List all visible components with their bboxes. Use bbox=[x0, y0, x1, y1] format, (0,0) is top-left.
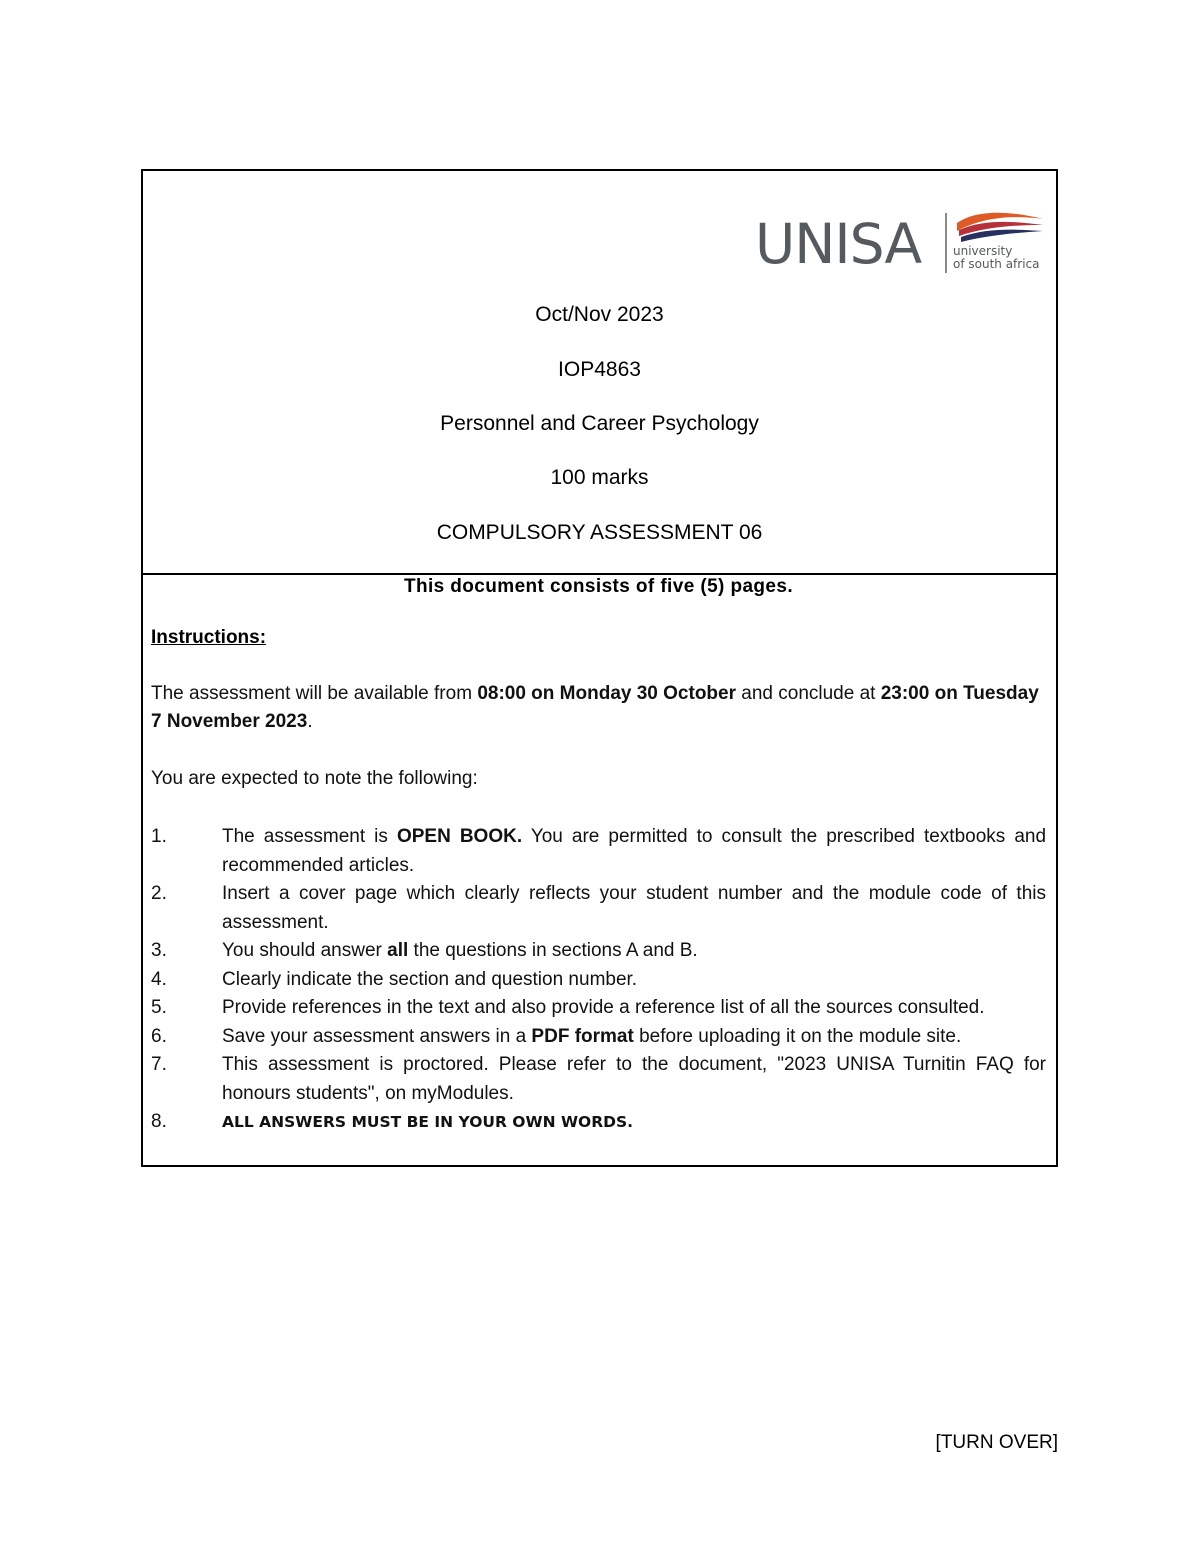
module-code: IOP4863 bbox=[558, 358, 641, 381]
availability-paragraph bbox=[151, 680, 1046, 736]
availability-end: 23:00 on Tuesday 7 November 2023 bbox=[151, 683, 1039, 732]
logo-wordmark: UNISA bbox=[755, 212, 922, 276]
module-name: Personnel and Career Psychology bbox=[440, 412, 759, 435]
expect-line: You are expected to note the following: bbox=[151, 768, 478, 789]
logo-divider bbox=[945, 213, 947, 273]
item-text: Clearly indicate the section and question number. bbox=[222, 968, 638, 990]
list-item bbox=[151, 1023, 1046, 1052]
item-number: 6. bbox=[151, 1025, 167, 1047]
item-text: You should answer all the questions in sections A and B. bbox=[222, 940, 698, 961]
item-number: 5. bbox=[151, 997, 167, 1018]
assessment-title: COMPULSORY ASSESSMENT 06 bbox=[436, 521, 763, 544]
unisa-logo bbox=[755, 209, 1045, 279]
list-item bbox=[151, 1108, 1046, 1137]
item-text: Save your assessment answers in a PDF format before uploading it on the module site. bbox=[222, 1025, 962, 1047]
turn-over-note: [TURN OVER] bbox=[935, 1432, 1058, 1453]
item-number: 1. bbox=[151, 826, 167, 847]
cover-table bbox=[141, 169, 1058, 1167]
list-item bbox=[151, 1051, 1046, 1108]
item-number: 3. bbox=[151, 940, 167, 961]
logo-swoosh-icon bbox=[951, 209, 1046, 243]
item-text: ALL ANSWERS MUST BE IN YOUR OWN WORDS. bbox=[222, 1113, 634, 1131]
availability-text: and conclude at bbox=[736, 683, 881, 704]
item-text: This assessment is proctored. Please refer to the document, "2023 UNISA Turnitin FAQ for honours students", on myModules. bbox=[222, 1054, 1046, 1104]
item-number: 2. bbox=[151, 883, 167, 904]
list-item bbox=[151, 880, 1046, 937]
session-line: Oct/Nov 2023 bbox=[535, 303, 664, 326]
list-item bbox=[151, 966, 1046, 995]
page-count-note: This document consists of five (5) pages. bbox=[403, 576, 794, 597]
list-item bbox=[151, 994, 1046, 1023]
item-number: 8. bbox=[151, 1111, 167, 1132]
item-number: 7. bbox=[151, 1054, 167, 1075]
item-text: Provide references in the text and also provide a reference list of all the sources consulted. bbox=[222, 997, 985, 1018]
instruction-list bbox=[151, 823, 1046, 1137]
availability-text: The assessment will be available from bbox=[151, 683, 478, 704]
availability-start: 08:00 on Monday 30 October bbox=[477, 683, 736, 704]
availability-text: . bbox=[307, 711, 313, 732]
item-text: The assessment is OPEN BOOK. You are permitted to consult the prescribed textbooks and recommended articles. bbox=[222, 826, 1047, 876]
list-item bbox=[151, 937, 1046, 966]
item-number: 4. bbox=[151, 968, 167, 990]
item-text: Insert a cover page which clearly reflects your student number and the module code of this assessment. bbox=[222, 883, 1046, 933]
logo-subtitle-line1: university bbox=[953, 244, 1013, 258]
logo-subtitle-line2: of south africa bbox=[953, 257, 1040, 271]
header-cell bbox=[143, 171, 1056, 575]
marks-line: 100 marks bbox=[550, 466, 649, 489]
list-item bbox=[151, 823, 1046, 880]
instructions-heading: Instructions: bbox=[151, 627, 267, 648]
